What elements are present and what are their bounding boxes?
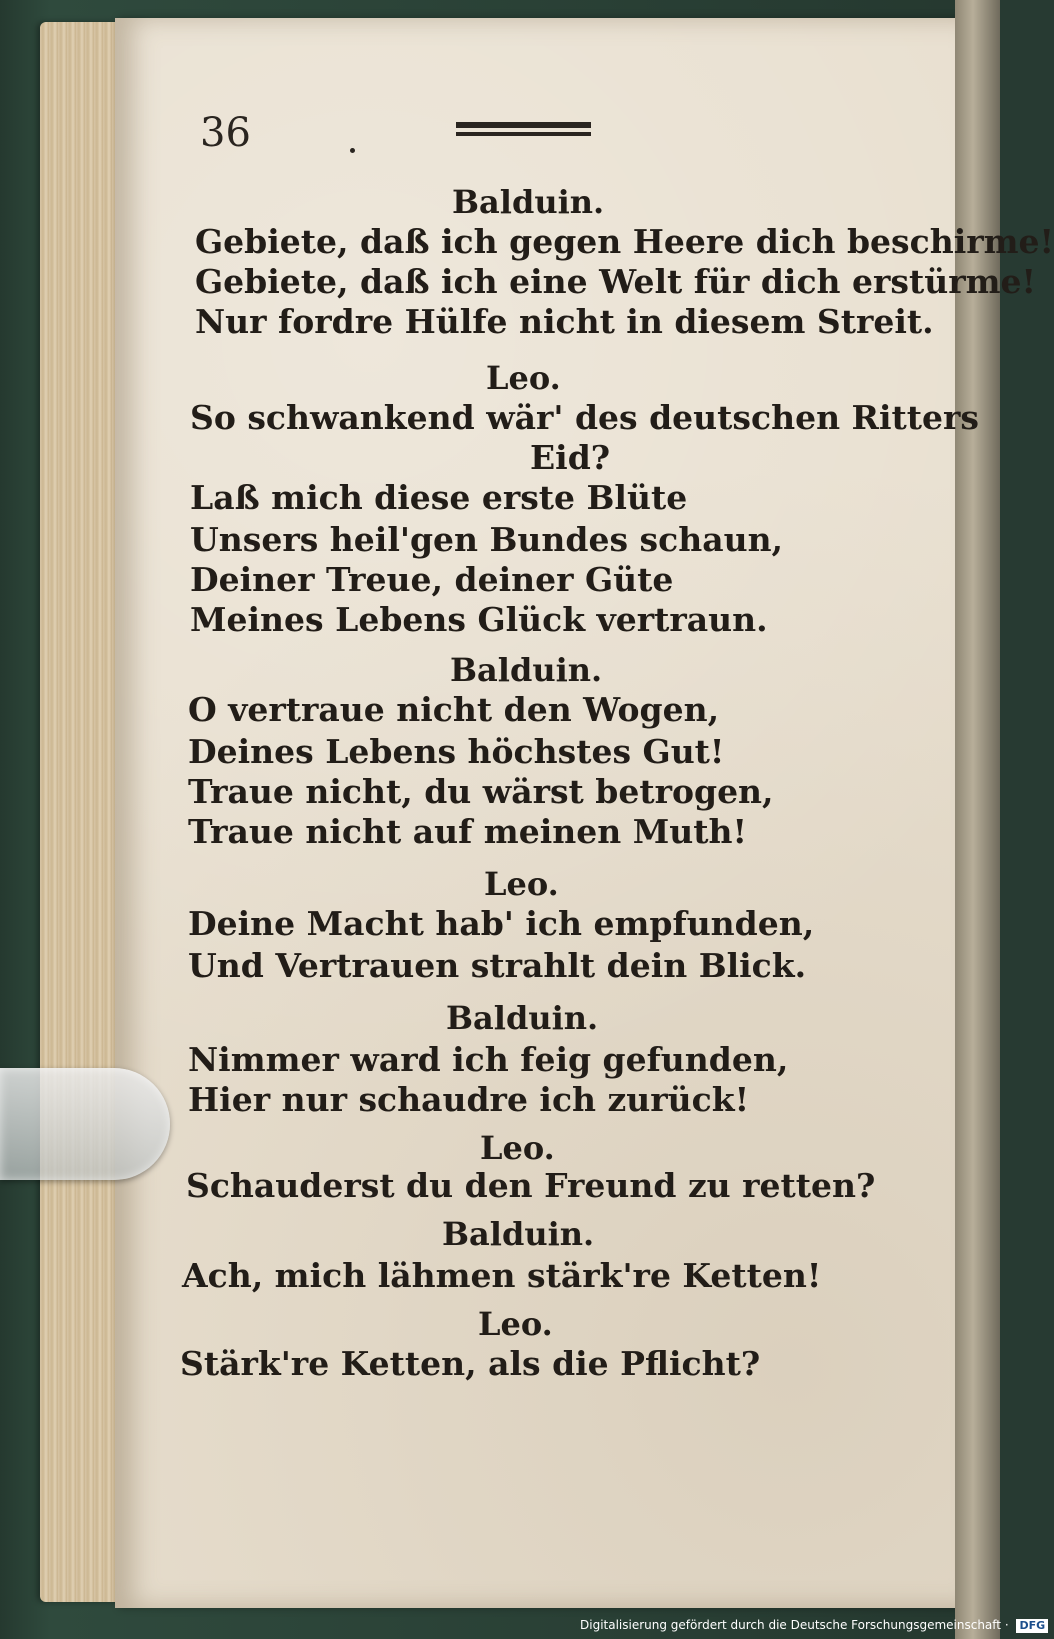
verse-line: Deiner Treue, deiner Güte (190, 560, 674, 599)
verse-line: O vertraue nicht den Wogen, (188, 690, 720, 729)
verse-line: Nimmer ward ich feig gefunden, (188, 1040, 789, 1079)
verse-line: Stärk're Ketten, als die Pflicht? (180, 1344, 761, 1383)
speaker-label: Balduin. (452, 183, 605, 221)
dfg-logo: DFG (1016, 1619, 1048, 1633)
verse-line: Unsers heil'gen Bundes schaun, (190, 520, 784, 559)
speaker-label: Leo. (478, 1305, 553, 1343)
verse-line: Hier nur schaudre ich zurück! (188, 1080, 750, 1119)
speaker-label: Leo. (480, 1129, 555, 1167)
speaker-label: Balduin. (450, 651, 603, 689)
speaker-label: Leo. (484, 865, 559, 903)
verse-line: Nur fordre Hülfe nicht in diesem Streit. (195, 302, 934, 341)
verse-line: Ach, mich lähmen stärk're Ketten! (182, 1256, 822, 1295)
speaker-label: Balduin. (442, 1215, 595, 1253)
header-rule (456, 122, 591, 136)
speaker-label: Balduin. (446, 999, 599, 1037)
verse-line: Meines Lebens Glück vertraun. (190, 600, 768, 639)
footer-text: Digitalisierung gefördert durch die Deutsche Forschungsgemeinschaft · (580, 1618, 1009, 1632)
verse-line: Gebiete, daß ich eine Welt für dich erstürme! (195, 262, 1037, 301)
verse-line: Und Vertrauen strahlt dein Blick. (188, 946, 807, 985)
page-clip (0, 1068, 170, 1180)
verse-line: Laß mich diese erste Blüte (190, 478, 688, 517)
ink-speck (350, 148, 355, 153)
page-number: 36 (200, 110, 251, 156)
verse-line: Traue nicht auf meinen Muth! (188, 812, 747, 851)
funding-footer (580, 1614, 1048, 1636)
verse-line: Eid? (530, 438, 611, 477)
verse-line: Deines Lebens höchstes Gut! (188, 732, 725, 771)
speaker-label: Leo. (486, 359, 561, 397)
verse-line: Gebiete, daß ich gegen Heere dich beschirme! (195, 222, 1054, 261)
verse-line: Schauderst du den Freund zu retten? (186, 1166, 876, 1205)
verse-line: Traue nicht, du wärst betrogen, (188, 772, 774, 811)
verse-line: Deine Macht hab' ich empfunden, (188, 904, 815, 943)
verse-line: So schwankend wär' des deutschen Ritters (190, 398, 979, 437)
